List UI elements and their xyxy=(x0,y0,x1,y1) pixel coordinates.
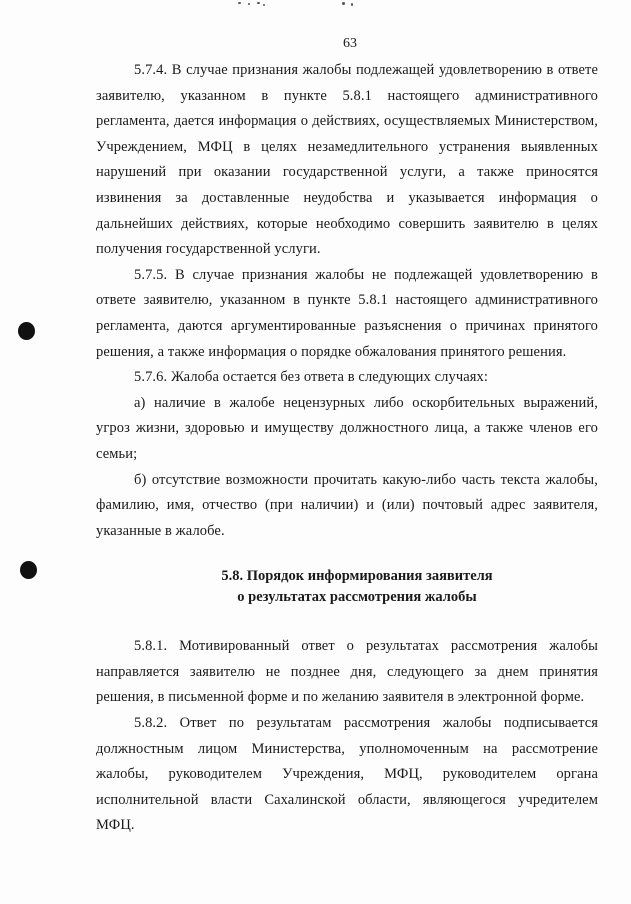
paragraph-5-7-5: 5.7.5. В случае признания жалобы не подлежащей удовлетворению в ответе заявителю, указанном в пункте 5.8.1 настоящего административного регламента, даются аргументированные разъяснения о причинах принятого решения, а также информация о порядке обжалования принятого решения. xyxy=(96,266,598,360)
punch-hole-mark xyxy=(18,322,35,340)
paragraph-5-7-6: 5.7.6. Жалоба остается без ответа в следующих случаях: xyxy=(134,369,489,386)
page-number: 63 xyxy=(343,36,357,51)
paragraph-5-8-2: 5.8.2. Ответ по результатам рассмотрения жалобы подписывается должностным лицом Министерства, уполномоченным на рассмотрение жалобы, руководителем Учреждения, МФЦ, руководителем органа исполнительной власти Сахалинской области, являющегося учредителем МФЦ. xyxy=(96,715,598,834)
paragraph-5-7-4: 5.7.4. В случае признания жалобы подлежащей удовлетворению в ответе заявителю, указанном в пункте 5.8.1 настоящего административного регламента, дается информация о действиях, осуществляемых Министерством, Учреждением, МФЦ в целях незамедлительного устранения выявленных нарушений при оказании государственной услуги, а также приносятся извинения за доставленные неудобства и указывается информация о дальнейших действиях, которые необходимо совершить заявителю в целях получения государственной услуги. xyxy=(96,62,598,258)
punch-hole-mark xyxy=(20,561,37,579)
document-body xyxy=(96,58,598,839)
paragraph-5-8-1: 5.8.1. Мотивированный ответ о результатах рассмотрения жалобы направляется заявителю не позднее дня, следующего за днем принятия решения, в письменной форме и по желанию заявителя в электронной форме. xyxy=(96,638,598,706)
section-heading-line-1: 5.8. Порядок информирования заявителя xyxy=(221,568,493,585)
section-heading-line-2: о результатах рассмотрения жалобы xyxy=(237,589,477,606)
paragraph-item-a: а) наличие в жалобе нецензурных либо оскорбительных выражений, угроз жизни, здоровью и имуществу должностного лица, а также членов его семьи; xyxy=(96,394,598,462)
section-heading xyxy=(96,566,598,608)
scan-artifact xyxy=(230,0,370,8)
paragraph-item-b: б) отсутствие возможности прочитать какую-либо часть текста жалобы, фамилию, имя, отчество (при наличии) и (или) почтовый адрес заявителя, указанные в жалобе. xyxy=(96,471,598,539)
